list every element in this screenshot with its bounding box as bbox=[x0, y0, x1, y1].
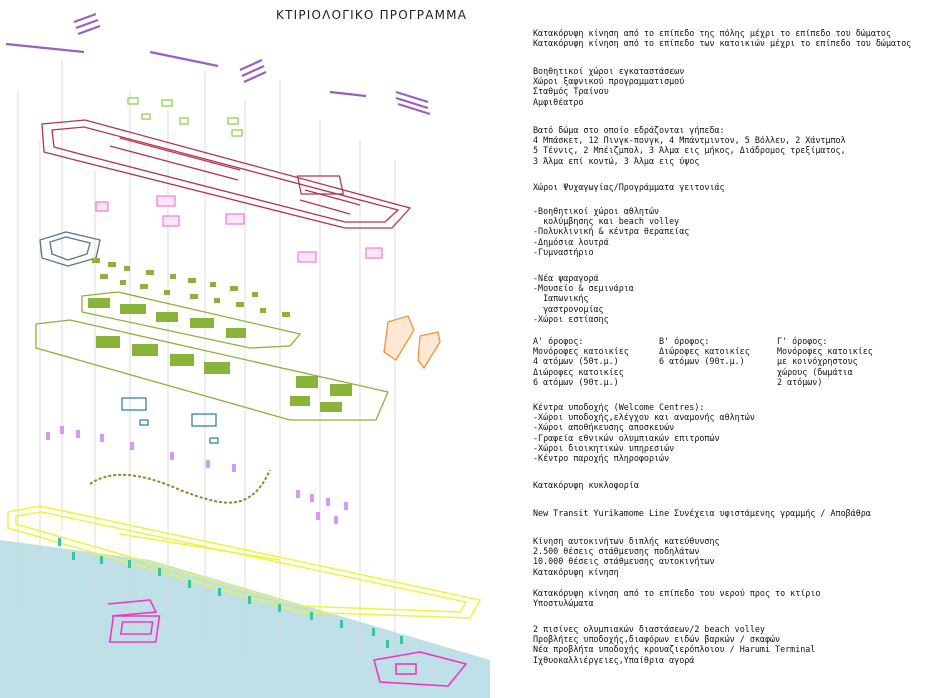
housing-line: Γ' όροφος: bbox=[777, 336, 828, 346]
light-green-blocks bbox=[128, 98, 242, 136]
housing-line: 6 ατόμων (90τ.μ.) bbox=[533, 376, 619, 387]
legend-text-roof-deck bbox=[533, 125, 846, 166]
housing-line: Διώροφες κατοικίες bbox=[533, 366, 624, 377]
legend-line: 4 Μπάσκετ, 12 Πινγκ-πονγκ, 4 Μπάντμιντον, 5 Βόλλευ, 2 Χάντμπολ bbox=[533, 135, 846, 146]
legend-line: -Χώροι εστίασης bbox=[533, 313, 609, 324]
housing-line: Α' όροφος: bbox=[533, 336, 584, 346]
legend-line: Κατακόρυφη κίνηση από το επίπεδο της πόλης μέχρι το επίπεδο του δώματος bbox=[533, 28, 891, 38]
legend-line: Προβλήτες υποδοχής,διαφόρων ειδών βαρκών / σκαφών bbox=[533, 634, 781, 645]
legend-text-vertical-access bbox=[533, 28, 911, 48]
housing-a-units bbox=[96, 336, 352, 412]
legend-text-pools-piers bbox=[533, 624, 815, 665]
fish-market bbox=[384, 316, 440, 368]
legend-text-circulation bbox=[533, 480, 639, 490]
legend-line: Ιαπωνικής bbox=[533, 293, 589, 304]
legend-text-columns bbox=[533, 588, 820, 608]
pink-leisure-boxes bbox=[96, 196, 382, 262]
legend-line: Κέντρα υποδοχής (Welcome Centres): bbox=[533, 402, 705, 412]
legend-line: 3 Άλμα επί κοντώ, 3 Άλμα εις ύψος bbox=[533, 155, 700, 166]
legend-line: -Γυμναστήριο bbox=[533, 246, 594, 257]
housing-floor-a bbox=[533, 336, 629, 387]
legend-line: γαστρονομίας bbox=[533, 303, 604, 314]
legend-line: Σταθμός Τραίνου bbox=[533, 86, 609, 97]
legend-line: Νέα προβλήτα υποδοχής κρουαζιερόπλοιου / Harumi Terminal bbox=[533, 644, 816, 655]
athlete-facilities bbox=[40, 232, 100, 266]
legend-line: 2.500 θέσεις στάθμευσης ποδηλάτων bbox=[533, 546, 700, 557]
legend-line: Χώροι ξαφνικού προγραμματισμού bbox=[533, 76, 685, 87]
legend-text-welcome bbox=[533, 402, 755, 463]
housing-floor-c bbox=[777, 336, 873, 387]
legend-line: -Βοηθητικοί χώροι αθλητών bbox=[533, 206, 660, 216]
legend-line: Χώροι Ψυχαγωγίας/Προγράμματα γειτονιάς bbox=[533, 182, 725, 192]
housing-line: Διώροφες κατοικίες bbox=[659, 346, 750, 357]
circulation-bars bbox=[46, 426, 348, 524]
housing-floor-b bbox=[659, 336, 750, 367]
housing-line: 4 ατόμων (50τ.μ.) bbox=[533, 356, 619, 367]
housing-line: Μονόροφες κατοικίες bbox=[777, 346, 873, 357]
legend-line: 2 πισίνες ολυμπιακών διαστάσεων/2 beach volley bbox=[533, 624, 765, 634]
legend-line: -Δημόσια λουτρά bbox=[533, 236, 609, 247]
page-title: ΚΤΙΡΙΟΛΟΓΙΚΟ ΠΡΟΓΡΑΜΜΑ bbox=[276, 8, 468, 22]
legend-line: Κίνηση αυτοκινήτων διπλής κατεύθυνσης bbox=[533, 536, 720, 546]
legend-line: -Γραφεία εθνικών ολυμπιακών επιτροπών bbox=[533, 432, 720, 443]
legend-line: -Χώροι υποδοχής,ελέγχου και αναμονής αθλητών bbox=[533, 412, 755, 423]
legend-text-aux-facilities bbox=[533, 66, 684, 107]
transit-line bbox=[90, 470, 270, 503]
legend-line: Βοηθητικοί χώροι εγκαταστάσεων bbox=[533, 66, 685, 76]
legend-line: -Νέα ψαραγορά bbox=[533, 273, 599, 283]
legend-line: Αμφιθέατρο bbox=[533, 96, 584, 107]
legend-line: Υποστυλώματα bbox=[533, 598, 594, 609]
legend-line: -Πολυκλινική & κέντρα θεραπείας bbox=[533, 226, 690, 237]
legend-line: Κατακόρυφη κίνηση από το επίπεδο των κατοικιών μέχρι το επίπεδο του δώματος bbox=[533, 38, 912, 49]
legend-line: 10.000 θέσεις στάθμευσης αυτοκινήτων bbox=[533, 556, 715, 567]
legend-text-athletes bbox=[533, 206, 689, 257]
housing-line: χώρους (δωμάτια bbox=[777, 366, 853, 377]
housing-line: 6 ατόμων (90τ.μ.) bbox=[659, 356, 745, 367]
legend-line: 5 Τέννις, 2 Μπέιζμπολ, 3 Άλμα εις μήκος, Διάδρομος τρεξίματος, bbox=[533, 145, 846, 156]
housing-line: Β' όροφος: bbox=[659, 336, 710, 346]
legend-line: Κατακόρυφη κυκλοφορία bbox=[533, 480, 639, 490]
legend-line: Ιχθυοκαλλιέργειες,Υπαίθρια αγορά bbox=[533, 654, 695, 665]
housing-line: Μονόροφες κατοικίες bbox=[533, 346, 629, 357]
housing-line: 2 ατόμων) bbox=[777, 376, 823, 387]
legend-line: Κατακόρυφη κίνηση bbox=[533, 566, 619, 577]
legend-text-parking bbox=[533, 536, 720, 577]
housing-line: με κοινόχρηστους bbox=[777, 356, 858, 367]
legend-line: Βατό δώμα στο οποίο εδράζονται γήπεδα: bbox=[533, 125, 725, 135]
legend-text-fish-market bbox=[533, 273, 634, 324]
legend-text-transit bbox=[533, 508, 871, 518]
legend-line: -Χώροι διοικητικών υπηρεσιών bbox=[533, 442, 675, 453]
legend-line: Κατακόρυφη κίνηση από το επίπεδο του νερού προς το κτίριο bbox=[533, 588, 821, 598]
roof-deck bbox=[42, 120, 410, 228]
legend-line: κολύμβησης και beach volley bbox=[533, 216, 680, 227]
legend-line: New Transit Yurikamome Line Συνέχεια υφιστάμενης γραμμής / Αποβάθρα bbox=[533, 508, 871, 518]
legend-line: -Χώροι αποθήκευσης αποσκευών bbox=[533, 422, 675, 433]
welcome-centres bbox=[122, 398, 218, 443]
legend-text-leisure bbox=[533, 182, 725, 192]
legend-line: -Κέντρο παροχής πληροφοριών bbox=[533, 453, 670, 464]
legend-line: -Μουσείο & σεμινάρια bbox=[533, 283, 634, 294]
purple-vertical-access bbox=[6, 14, 430, 114]
